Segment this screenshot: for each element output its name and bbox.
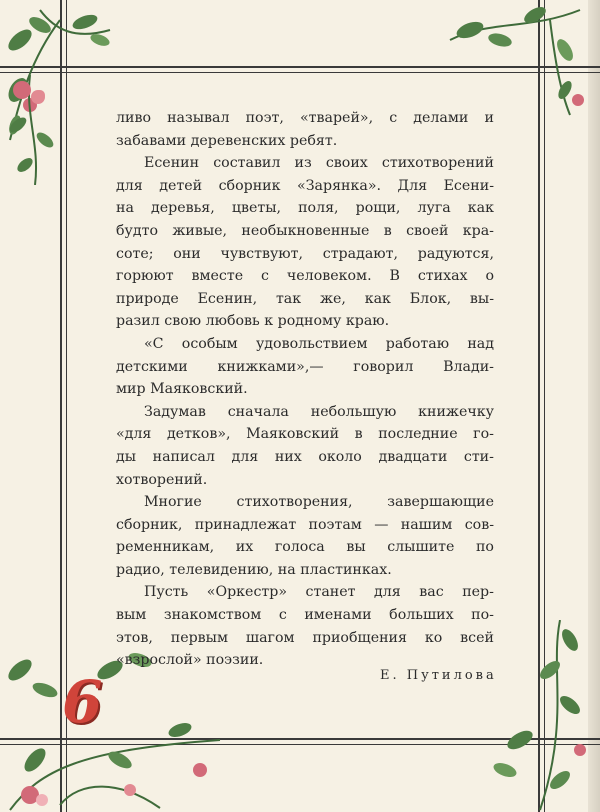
text-line [116, 333, 494, 356]
text-line [116, 220, 494, 243]
word: сов- [464, 516, 494, 533]
text-span [116, 220, 494, 243]
text-line [116, 469, 494, 492]
word: Маяковский [246, 426, 340, 443]
word: вас [419, 584, 444, 601]
word: ды [116, 448, 137, 465]
word: их [235, 539, 254, 556]
word: Для [397, 177, 428, 194]
text-span [116, 356, 494, 379]
text-line [116, 197, 494, 220]
word: сти- [463, 448, 494, 465]
text-span [116, 627, 494, 650]
word: для [116, 177, 143, 194]
word: для [231, 448, 259, 465]
text-span [144, 581, 494, 604]
text-line [116, 446, 494, 469]
word: сначала [227, 403, 289, 420]
word: необыкновенные [241, 222, 370, 239]
text-line [116, 536, 494, 559]
word: горюют [116, 268, 174, 285]
word: около [318, 448, 362, 465]
text-line [116, 581, 494, 604]
word: человеком. [286, 268, 372, 285]
text-span [116, 514, 494, 537]
word: Влади- [443, 358, 494, 375]
word: над [467, 335, 494, 352]
text-line [116, 604, 494, 627]
word: вместе [191, 268, 244, 285]
word: книжечку [418, 403, 494, 420]
word: радуются, [417, 245, 494, 262]
word: завершающие [387, 494, 494, 511]
text-span [116, 423, 494, 446]
word: шагом [245, 629, 295, 646]
word: больших [389, 607, 454, 624]
word: стихотворений [381, 155, 494, 172]
word: «Зарянка». [297, 177, 382, 194]
text-line [116, 288, 494, 311]
author-signature: Е. Путилова [380, 668, 497, 683]
word: делами [413, 110, 469, 126]
text-span: «взрослой» поэзии. [116, 652, 264, 669]
word: и [484, 110, 494, 126]
text-span [116, 446, 494, 469]
text-span [116, 536, 494, 559]
text-span [116, 175, 494, 198]
word: Пусть [144, 584, 189, 601]
text-line [116, 378, 494, 401]
word: Есенин, [197, 290, 258, 307]
word: стихах [417, 268, 468, 285]
word: слышите [387, 539, 455, 556]
word: ливо [116, 110, 151, 126]
word: соте; [116, 245, 154, 262]
word: поэтам [308, 516, 362, 533]
word: приобщения [312, 629, 407, 646]
text-line [116, 107, 494, 130]
word: «С [144, 335, 164, 352]
word: книжками»,— [217, 358, 324, 375]
word: вы- [469, 290, 494, 307]
word: знакомством [163, 607, 262, 624]
word: своей [406, 222, 449, 239]
word: деревья, [150, 200, 215, 217]
word: в [383, 222, 392, 239]
word: Задумав [144, 403, 206, 420]
word: написал [152, 448, 215, 465]
word: двадцати [378, 448, 448, 465]
word: по [475, 539, 494, 556]
word: живые, [172, 222, 228, 239]
text-line [116, 491, 494, 514]
word: в [354, 426, 363, 443]
word: поля, [298, 200, 339, 217]
text-span [116, 265, 494, 288]
text-span [116, 107, 494, 130]
text-span [144, 401, 494, 424]
word: особым [181, 335, 238, 352]
word: вым [116, 607, 147, 624]
word: небольшую [310, 403, 397, 420]
word: сборник, [116, 516, 183, 533]
word: с [389, 110, 398, 126]
word: на [116, 200, 134, 217]
text-span: хотворений. [116, 471, 208, 488]
word: так [275, 290, 302, 307]
text-span: радио, телевидению, на пластинках. [116, 561, 392, 578]
text-span [116, 197, 494, 220]
word: стихотворения, [236, 494, 353, 511]
text-line [116, 265, 494, 288]
word: всей [460, 629, 494, 646]
word: страдают, [322, 245, 398, 262]
word: будто [116, 222, 159, 239]
word: Есени- [443, 177, 494, 194]
word: детков», [166, 426, 231, 443]
text-line [116, 310, 494, 333]
word: Блок, [409, 290, 452, 307]
word: Есенин [144, 155, 200, 172]
word: цветы, [231, 200, 282, 217]
floral-bottom-right-icon [480, 620, 590, 812]
word: Многие [144, 494, 202, 511]
text-span [116, 288, 494, 311]
word: первым [170, 629, 228, 646]
word: сборник [218, 177, 281, 194]
word: рощи, [355, 200, 401, 217]
text-span [116, 243, 494, 266]
word: станет [305, 584, 356, 601]
word: — [374, 516, 389, 533]
word: по- [471, 607, 494, 624]
word: принадлежат [194, 516, 297, 533]
word: из [294, 155, 312, 172]
word: детскими [116, 358, 188, 375]
text-line [116, 130, 494, 153]
text-line [116, 152, 494, 175]
word: нашим [400, 516, 453, 533]
word: детей [159, 177, 203, 194]
floral-left-side-icon [0, 75, 62, 185]
word: же, [319, 290, 346, 307]
text-line [116, 243, 494, 266]
word: этов, [116, 629, 153, 646]
page-number: 6 [62, 668, 103, 736]
word: последние [378, 426, 458, 443]
floral-top-right-icon [440, 0, 590, 120]
word: своих [325, 155, 368, 172]
word: «тварей», [300, 110, 374, 126]
word: как [364, 290, 391, 307]
word: поэт, [245, 110, 284, 126]
word: пер- [462, 584, 494, 601]
word: «Оркестр» [206, 584, 287, 601]
text-span: мир Маяковский. [116, 381, 248, 398]
word: о [485, 268, 494, 285]
text-line [116, 514, 494, 537]
text-span [116, 604, 494, 627]
text-line [116, 401, 494, 424]
text-line [116, 175, 494, 198]
word: голоса [274, 539, 325, 556]
word: называл [167, 110, 230, 126]
word: чувствуют, [220, 245, 304, 262]
word: они [173, 245, 201, 262]
text-span [144, 333, 494, 356]
text-span: забавами деревенских ребят. [116, 132, 338, 149]
word: них [274, 448, 302, 465]
word: говорил [353, 358, 414, 375]
word: составил [213, 155, 281, 172]
word: для [374, 584, 401, 601]
word: именами [304, 607, 372, 624]
text-span: разил свою любовь к родному краю. [116, 313, 390, 330]
word: с [261, 268, 269, 285]
text-line [116, 356, 494, 379]
word: работаю [385, 335, 450, 352]
word: го- [473, 426, 494, 443]
body-text [116, 107, 494, 672]
word: с [278, 607, 287, 624]
word: природе [116, 290, 179, 307]
word: вы [346, 539, 366, 556]
word: В [389, 268, 400, 285]
text-line [116, 423, 494, 446]
text-span [144, 491, 494, 514]
word: «для [116, 426, 152, 443]
text-line [116, 627, 494, 650]
word: как [467, 200, 494, 217]
word: ко [424, 629, 443, 646]
text-span [144, 152, 494, 175]
word: кра- [462, 222, 494, 239]
word: ременникам, [116, 539, 215, 556]
text-line [116, 559, 494, 582]
word: луга [417, 200, 451, 217]
word: удовольствием [255, 335, 368, 352]
